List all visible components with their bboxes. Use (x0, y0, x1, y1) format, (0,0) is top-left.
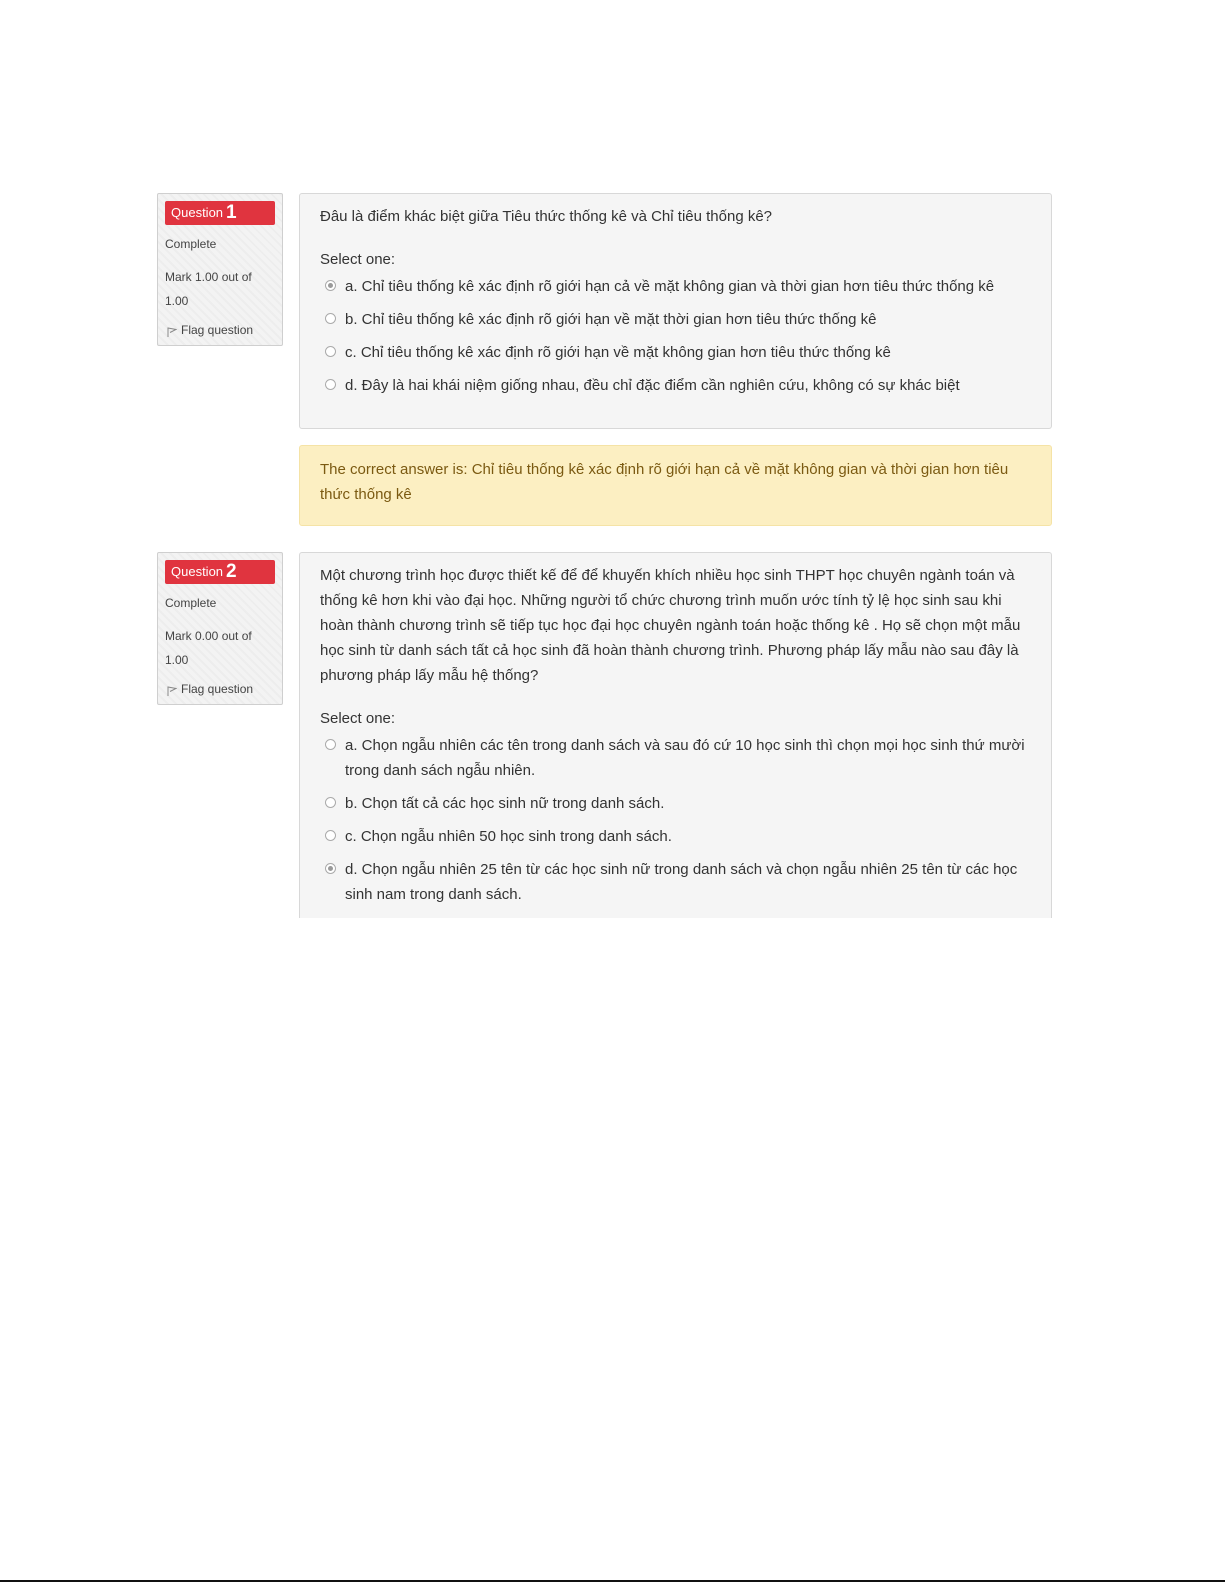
answer-option-label: d. Đây là hai khái niệm giống nhau, đều chỉ đặc điểm cần nghiên cứu, không có sự khác biệt (345, 377, 960, 394)
radio-button[interactable] (325, 797, 336, 808)
question-state: Complete (165, 596, 217, 610)
question-1-info (157, 193, 283, 346)
select-one-prompt: Select one: (320, 710, 396, 727)
answer-option-c[interactable] (320, 824, 1031, 849)
answer-option-label: d. Chọn ngẫu nhiên 25 tên từ các học sinh nữ trong danh sách và chọn ngẫu nhiên 25 tên từ các học sinh nam trong danh sách. (345, 861, 1018, 903)
answer-option-d[interactable] (320, 373, 1031, 398)
flag-question-link[interactable] (165, 323, 275, 337)
answer-option-a[interactable] (320, 274, 1031, 299)
question-1-content (299, 193, 1052, 429)
flag-question-label: Flag question (181, 682, 254, 696)
question-number: 2 (226, 561, 237, 582)
flag-question-link[interactable] (165, 682, 275, 696)
question-grade: Mark 0.00 out of 1.00 (165, 629, 252, 667)
radio-button[interactable] (325, 379, 336, 390)
question-1-badge (165, 201, 275, 225)
correct-answer-feedback: The correct answer is: Chỉ tiêu thống kê xác định rõ giới hạn cả về mặt không gian và thời gian hơn tiêu thức thống kê (299, 445, 1052, 526)
question-label: Question (171, 564, 224, 579)
radio-button[interactable] (325, 313, 336, 324)
question-2-content (299, 552, 1052, 918)
radio-button[interactable] (325, 346, 336, 357)
question-grade: Mark 1.00 out of 1.00 (165, 270, 252, 308)
radio-button[interactable] (325, 830, 336, 841)
answer-option-b[interactable] (320, 307, 1031, 332)
question-2-badge (165, 560, 275, 584)
answer-option-label: c. Chỉ tiêu thống kê xác định rõ giới hạn về mặt không gian hơn tiêu thức thống kê (345, 344, 891, 361)
question-text: Một chương trình học được thiết kế để để khuyến khích nhiều học sinh THPT học chuyên ngành toán và thống kê hơn khi vào đại học. Những người tổ chức chương trình muốn ước tính tỷ lệ học sinh sau khi hoàn thành chương trình sẽ tiếp tục học đại học chuyên ngành toán hoặc thống kê . Họ sẽ chọn một mẫu học sinh từ danh sách tất cả học sinh đã hoàn thành chương trình. Phương pháp lấy mẫu nào sau đây là phương pháp lấy mẫu hệ thống? (320, 567, 1021, 684)
page-bottom-rule (0, 1580, 1225, 1582)
question-text: Đâu là điểm khác biệt giữa Tiêu thức thống kê và Chỉ tiêu thống kê? (320, 208, 773, 225)
answer-option-label: a. Chỉ tiêu thống kê xác định rõ giới hạn cả về mặt không gian và thời gian hơn tiêu thức thống kê (345, 278, 995, 295)
answer-option-d[interactable] (320, 857, 1031, 907)
select-one-prompt: Select one: (320, 251, 396, 268)
flag-question-label: Flag question (181, 323, 254, 337)
answer-option-label: b. Chỉ tiêu thống kê xác định rõ giới hạn về mặt thời gian hơn tiêu thức thống kê (345, 311, 877, 328)
radio-button[interactable] (325, 863, 336, 874)
radio-button[interactable] (325, 739, 336, 750)
question-2-info (157, 552, 283, 705)
answer-option-label: a. Chọn ngẫu nhiên các tên trong danh sách và sau đó cứ 10 học sinh thì chọn mọi học sinh thứ mười trong danh sách ngẫu nhiên. (345, 737, 1025, 779)
answer-option-a[interactable] (320, 733, 1031, 783)
answer-option-b[interactable] (320, 791, 1031, 816)
question-state: Complete (165, 237, 217, 251)
flag-icon (167, 686, 177, 696)
radio-button[interactable] (325, 280, 336, 291)
answer-option-c[interactable] (320, 340, 1031, 365)
question-label: Question (171, 205, 224, 220)
question-number: 1 (226, 202, 237, 223)
answer-option-label: c. Chọn ngẫu nhiên 50 học sinh trong danh sách. (345, 828, 672, 845)
answer-option-label: b. Chọn tất cả các học sinh nữ trong danh sách. (345, 795, 665, 812)
flag-icon (167, 327, 177, 337)
